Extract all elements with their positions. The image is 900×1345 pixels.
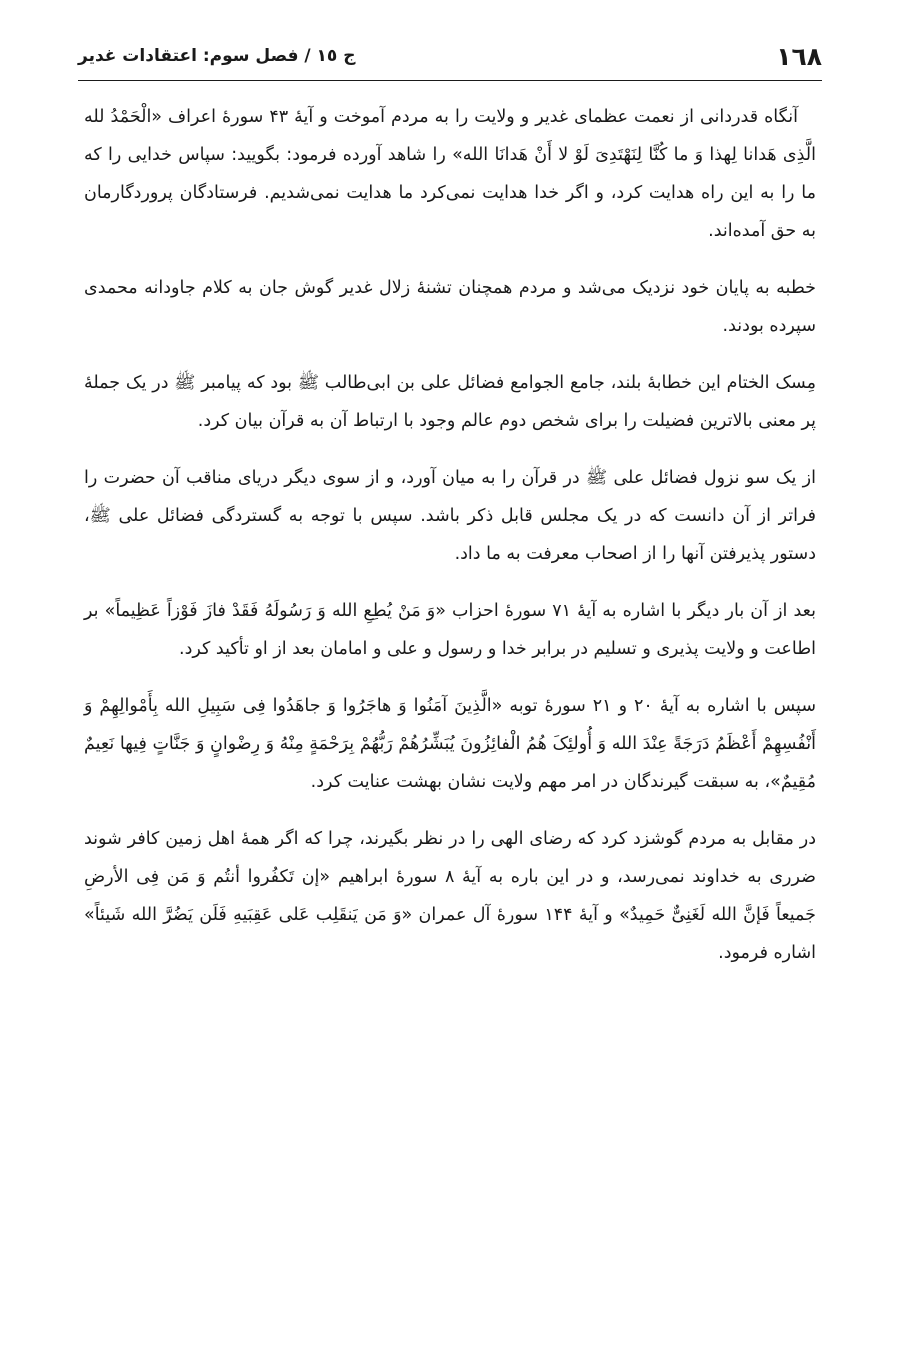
paragraph: در مقابل به مردم گوشزد کرد که رضای الهی را در نظر بگیرند، چرا که اگر همهٔ اهل زمین کافر شوند ضرری به خداوند نمی‌رسد، و در این باره به آیهٔ ۸ سورهٔ ابراهیم «إن تَکفُروا أنتُم وَ مَن فِی الأرضِ جَمیعاً فَإنَّ الله لَغَنِیٌّ حَمِیدٌ» و آیهٔ ۱۴۴ سورهٔ آل عمران «وَ مَن یَنقَلِب عَلی عَقِبَیهِ فَلَن یَضُرَّ الله شَیئاً» اشاره فرمود.	[84, 829, 816, 963]
paragraph: آنگاه قدردانی از نعمت عظمای غدیر و ولایت را به مردم آموخت و آیهٔ ۴۳ سورهٔ اعراف «الْحَمْدُ لله الَّذِی هَدانا لِهذا وَ ما کُنَّا لِنَهْتَدِیَ لَوْ لا أَنْ هَدانَا الله» را شاهد آورده فرمود: بگویید: سپاس خدایی را که ما را به این راه هدایت کرد، و اگر خدا هدایت نمی‌کرد ما هدایت نمی‌شدیم. فرستادگان پروردگارمان به حق آمده‌اند.	[84, 107, 816, 241]
paragraph: خطبه به پایان خود نزدیک می‌شد و مردم همچنان تشنهٔ زلال غدیر گوش جان به کلام جاودانه محمدی سپرده بودند.	[84, 278, 816, 336]
body-text	[84, 98, 816, 991]
page-number: ١٦٨	[776, 41, 822, 71]
chapter-title: ج ١٥ / فصل سوم: اعتقادات غدیر	[78, 46, 356, 66]
running-header	[78, 36, 822, 81]
paragraph: از یک سو نزول فضائل علی ﷺ در قرآن را به میان آورد، و از سوی دیگر دریای مناقب آن حضرت را فراتر از آن دانست که در یک مجلس قابل ذکر باشد. سپس با توجه به گستردگی فضائل علی ﷺ، دستور پذیرفتن آنها را از اصحاب معرفت به ما داد.	[84, 468, 816, 564]
paragraph: مِسک الختام این خطابهٔ بلند، جامع الجوامع فضائل علی بن ابی‌طالب ﷺ بود که پیامبر ﷺ در یک جملهٔ پر معنی بالاترین فضیلت را برای شخص دوم عالم وجود با ارتباط آن به قرآن بیان کرد.	[84, 373, 816, 431]
paragraph: سپس با اشاره به آیهٔ ۲۰ و ۲۱ سورهٔ توبه «الَّذِینَ آمَنُوا وَ هاجَرُوا وَ جاهَدُوا فِی سَبِیلِ الله بِأَمْوالِهِمْ وَ أَنْفُسِهِمْ أَعْظَمُ دَرَجَةً عِنْدَ الله وَ أُولئِکَ هُمُ الْفائِزُونَ یُبَشِّرُهُمْ رَبُّهُمْ بِرَحْمَةٍ مِنْهُ وَ رِضْوانٍ وَ جَنَّاتٍ فِیها نَعِیمٌ مُقِیمٌ»، به سبقت گیرندگان در امر مهم ولایت نشان بهشت عنایت کرد.	[84, 696, 816, 792]
paragraph: بعد از آن بار دیگر با اشاره به آیهٔ ۷۱ سورهٔ احزاب «وَ مَنْ یُطِعِ الله وَ رَسُولَهُ فَقَدْ فازَ فَوْزاً عَظِیماً» بر اطاعت و ولایت پذیری و تسلیم در برابر خدا و رسول و علی و امامان بعد از او تأکید کرد.	[84, 601, 816, 659]
